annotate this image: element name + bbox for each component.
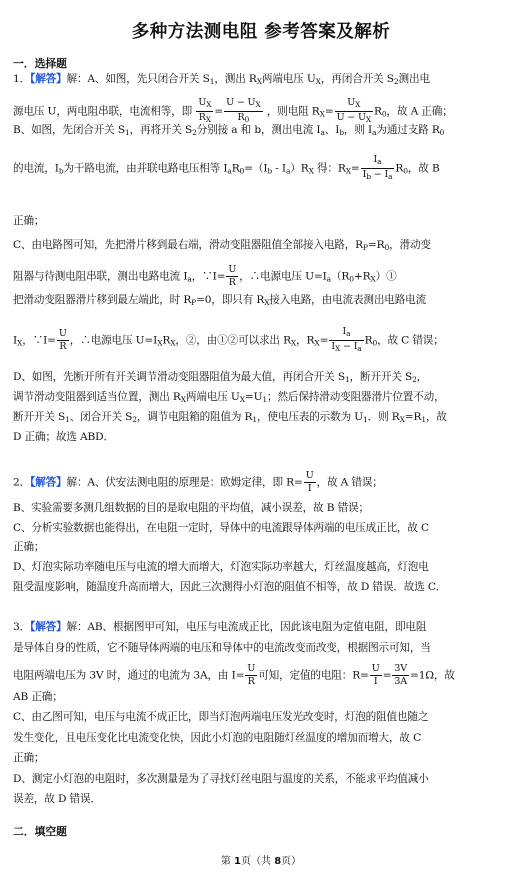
q1-line-12 xyxy=(13,410,511,427)
q1-text: +R xyxy=(353,270,371,283)
q1-text: ，再闭合开关 S xyxy=(320,73,394,85)
sub: X xyxy=(365,115,372,124)
q1-text: ，测出 R xyxy=(214,73,257,85)
denominator: R xyxy=(228,277,236,288)
answer-tag: 【解答】 xyxy=(30,73,67,85)
numerator: I xyxy=(373,154,378,165)
q1-text: ）R xyxy=(290,162,309,175)
q3-line-1 xyxy=(13,620,511,634)
sub: 1 xyxy=(262,395,268,404)
numerator: U xyxy=(371,663,380,674)
numerator: I xyxy=(342,326,347,337)
q1-text: 为通过支路 R xyxy=(376,124,440,136)
q1-text: ，故 C 错误； xyxy=(377,334,444,347)
sub: 2 xyxy=(132,415,137,424)
q1-text: （R xyxy=(330,270,350,283)
sub: X xyxy=(255,100,261,109)
denominator: I xyxy=(331,341,335,352)
q1-text: ，使电压表的示数为 U xyxy=(257,411,364,423)
numerator: U xyxy=(228,264,237,275)
q3-line-3 xyxy=(13,663,511,688)
fraction xyxy=(361,154,395,183)
q1-text: 分别接 a 和 b，测出电流 I xyxy=(196,124,321,136)
sub: P xyxy=(362,243,368,252)
sub: X xyxy=(290,338,297,348)
q1-text: R xyxy=(395,162,404,175)
q3-line-9: 误差，故 D 错误． xyxy=(13,793,101,805)
sub: b xyxy=(366,172,371,181)
q2-line-2: B、实验需要多测几组数据的目的是取电阻的平均值，减小误差，故 B 错误； xyxy=(13,502,369,514)
sub: 1 xyxy=(363,415,368,424)
q3-text: 解：AB、根据图甲可知，电压与电流成正比，因此该电阻为定值电阻，即电阻 xyxy=(66,621,427,633)
sub: X xyxy=(157,338,163,348)
q1-line-7 xyxy=(13,264,511,289)
q1-number: 1． xyxy=(13,73,31,85)
sub: 2 xyxy=(412,375,417,384)
sub: X xyxy=(319,109,325,119)
sub: X xyxy=(399,415,405,424)
q1-text: = xyxy=(319,334,329,347)
sub: a xyxy=(320,128,325,137)
numerator: 3V xyxy=(394,663,407,674)
denominator: − I xyxy=(340,341,358,352)
sub: X xyxy=(256,77,262,86)
sub: a xyxy=(285,166,291,176)
q1-text: ，再将开关 S xyxy=(129,124,193,136)
q3-number: 3． xyxy=(13,621,31,633)
q1-line-9 xyxy=(13,326,511,355)
q3-line-6: 发生变化，且电压变化比电流变化快，因此小灯泡的电阻随灯丝温度的增加而增大，故 C xyxy=(13,732,422,744)
q1-text: 两端电压 U xyxy=(185,391,240,403)
sub: X xyxy=(239,395,245,404)
sub: 0 xyxy=(439,128,445,137)
sub: a xyxy=(372,128,377,137)
numerator: U − U xyxy=(226,97,256,108)
q1-text: =R xyxy=(367,239,385,251)
sub: b xyxy=(267,166,273,176)
sub: 0 xyxy=(384,243,390,252)
q1-text: 断开开关 S xyxy=(13,411,66,423)
q1-text: - I xyxy=(272,162,286,175)
q1-line-5: 正确； xyxy=(13,215,45,227)
denominator: R xyxy=(237,112,245,123)
sub: 1 xyxy=(209,77,215,86)
q1-text: ，则电阻 R xyxy=(266,105,320,118)
q1-text: ，∴电源电压 U=I xyxy=(239,270,327,283)
q1-text: ，∵I= xyxy=(191,270,226,283)
q1-text: R xyxy=(374,105,382,118)
q3-line-4: AB 正确； xyxy=(13,691,63,703)
footer-text: 第 xyxy=(220,856,235,867)
q1-text: 、闭合开关 S xyxy=(69,411,133,423)
denominator: U − U xyxy=(336,112,366,123)
q1-text: B、如图，先闭合开关 S xyxy=(13,124,125,136)
fraction xyxy=(370,663,382,688)
q1-text: ，调节电阻箱的阻值为 R xyxy=(136,411,253,423)
sub: 0 xyxy=(239,166,245,176)
q3-line-2: 是导体自身的性质，它不随导体两端的电压和导体中的电流改变而改变，根据图示可知，当 xyxy=(13,642,431,654)
numerator: U xyxy=(247,663,256,674)
denominator: I xyxy=(362,169,367,180)
q1-text: ， xyxy=(416,371,428,383)
q1-text: ）① xyxy=(375,270,397,283)
q1-text: =R xyxy=(404,411,422,423)
denominator: − I xyxy=(370,169,389,180)
q1-text: R xyxy=(231,162,240,175)
q2-line-4: 正确； xyxy=(13,541,45,553)
fraction xyxy=(224,97,262,126)
sub: 0 xyxy=(381,109,387,119)
fraction xyxy=(245,663,257,688)
q1-line-8 xyxy=(13,293,511,310)
sub: b xyxy=(58,166,64,176)
q1-text: ，②，由①②可以求出 R xyxy=(175,334,291,347)
q1-text: = xyxy=(350,162,360,175)
q1-line-1 xyxy=(13,72,511,89)
answer-tag: 【解答】 xyxy=(30,476,67,489)
q1-text: ，R xyxy=(296,334,315,347)
fraction xyxy=(304,470,316,495)
numerator: U xyxy=(58,328,67,339)
sub: a xyxy=(357,344,362,353)
q1-text: D、如图，先断开所有开关调节滑动变阻器阻值为最大值，再闭合开关 S xyxy=(13,371,345,383)
sub: X xyxy=(17,338,23,348)
q3-line-5: C、由乙图可知，电压与电流不成正比，即当灯泡两端电压发光改变时，灯泡的阻值也随之 xyxy=(13,711,429,723)
q1-text: 解：A、如图，先只闭合开关 S xyxy=(66,73,210,85)
q1-line-4 xyxy=(13,154,511,183)
section-heading-choice: 一．选择题 xyxy=(13,57,67,70)
sub: X xyxy=(315,77,321,86)
q1-text: ，故 A 正确； xyxy=(386,105,453,118)
sub: 0 xyxy=(244,115,250,124)
q1-line-6 xyxy=(13,238,511,255)
q3-text: = xyxy=(382,669,392,682)
sub: 0 xyxy=(349,274,354,284)
numerator: U xyxy=(305,470,314,481)
sub: 1 xyxy=(65,415,70,424)
q1-text: ，则 I xyxy=(343,124,373,136)
fraction xyxy=(196,97,213,126)
q1-line-2: 源电压 U，两电阻串联，电流相等，即 $\frac{U_X}{R_X}$ = $\frac{U - U_X}{R_0}$ ，则电阻 $R_X=$ $\frac{U_X}{U - U_X}$ $R_0$，故 A 正确； xyxy=(13,97,453,124)
q1-text: 为干路电流，由并联电路电压相等 I xyxy=(63,162,228,175)
page-total: 8 xyxy=(274,856,282,867)
denominator: I xyxy=(307,483,312,494)
sub: a xyxy=(346,329,351,338)
q1-text: 测出电 xyxy=(398,73,430,85)
q3-text: 可知，定值的电阻：R= xyxy=(258,669,369,682)
sub: X xyxy=(334,344,341,353)
numerator: U xyxy=(198,97,207,108)
sub: a xyxy=(388,172,393,181)
fraction xyxy=(392,663,409,688)
q2-line-3: C、分析实验数据也能得出，在电阻一定时，导体中的电流跟导体两端的电压成正比，故 C xyxy=(13,522,429,534)
denominator: I xyxy=(373,676,378,687)
section-heading-fill: 二．填空题 xyxy=(13,825,67,838)
q3-line-8: D、测定小灯泡的电阻时，多次测量是为了寻找灯丝电阻与温度的关系，不能求平均值减小 xyxy=(13,773,429,785)
q1-text: 得：R xyxy=(313,162,346,175)
q2-line-5: D、灯泡实际功率随电压与电流的增大而增大，灯泡实际功率越大，灯丝温度越高，灯泡电 xyxy=(13,561,429,573)
denominator: R xyxy=(247,676,255,687)
q1-text: 调节滑动变阻器到适当位置，测出 R xyxy=(13,391,181,403)
denominator: R xyxy=(59,341,67,352)
q1-text: ，∴电源电压 U=I xyxy=(69,334,158,347)
q1-text: C、由电路图可知，先把滑片移到最右端，滑动变阻器阻值全部接入电路，R xyxy=(13,239,363,251)
sub: a xyxy=(326,274,331,284)
sub: X xyxy=(308,166,314,176)
sub: X xyxy=(206,100,212,109)
fraction xyxy=(226,264,238,289)
sub: X xyxy=(370,274,376,284)
q1-text: ，滑动变 xyxy=(389,239,431,251)
denominator: 3A xyxy=(394,676,407,687)
sub: b xyxy=(339,128,344,137)
fraction xyxy=(57,328,69,353)
fraction xyxy=(335,97,373,126)
q1-text: ，故 xyxy=(425,411,447,423)
q1-text: 的电流，I xyxy=(13,162,59,175)
sub: a xyxy=(187,274,192,284)
sub: X xyxy=(345,166,351,176)
sub: X xyxy=(180,395,186,404)
sub: 1 xyxy=(124,128,130,137)
footer-text: 页） xyxy=(281,856,302,867)
q1-line-10 xyxy=(13,370,511,387)
sub: 0 xyxy=(403,166,408,176)
sub: X xyxy=(355,100,361,109)
q1-text: =（I xyxy=(244,162,268,175)
sub: 0 xyxy=(372,338,378,348)
sub: X xyxy=(264,298,270,307)
q2-text: 解：A、伏安法测电阻的原理是：欧姆定律，即 R= xyxy=(66,476,303,489)
sub: P xyxy=(191,298,197,307)
q1-text: 、I xyxy=(324,124,340,136)
q1-text: ；然后保持滑动变阻器滑片位置不动， xyxy=(267,391,445,403)
q1-text: ，∵I= xyxy=(22,334,56,347)
q1-line-13: D 正确；故选 ABD． xyxy=(13,431,114,443)
q1-text: ．则 R xyxy=(367,411,400,423)
sub: 1 xyxy=(252,415,258,424)
sub: X xyxy=(205,115,211,124)
q2-line-6: 阻受温度影响，随温度升高而增大，因此三次测得小灯泡的阻值不相等，故 D 错误．故选 C． xyxy=(13,581,447,593)
q1-text: =U xyxy=(244,391,263,403)
q1-text: =0，即只有 R xyxy=(196,294,265,306)
q1-text: = xyxy=(324,105,334,118)
sub: a xyxy=(377,157,382,166)
sub: 1 xyxy=(344,375,350,384)
fraction xyxy=(329,326,363,355)
q3-text: =1Ω，故 xyxy=(409,669,455,682)
q1-text: 把滑动变阻器滑片移到最左端此，时 R xyxy=(13,294,192,306)
q1-line-3 xyxy=(13,123,511,140)
q2-text: ，故 A 错误； xyxy=(316,476,383,489)
q1-text: R xyxy=(364,334,373,347)
q2-line-1 xyxy=(13,470,511,495)
q1-text: 阻器与待测电阻串联，测出电路电流 I xyxy=(13,270,188,283)
q1-text: ，断开开关 S xyxy=(349,371,413,383)
q2-number: 2． xyxy=(13,476,31,489)
sub: 2 xyxy=(192,128,197,137)
q1-text: 接入电路，由电流表测出电路电流 xyxy=(269,294,427,306)
q1-text: I xyxy=(13,334,18,347)
q1-text: ，故 B xyxy=(407,162,440,175)
sub: 1 xyxy=(421,415,426,424)
answer-tag: 【解答】 xyxy=(30,621,67,633)
footer-text: 页（共 xyxy=(241,856,275,867)
numerator: U xyxy=(347,97,356,108)
sub: X xyxy=(314,338,320,348)
page-number: 1 xyxy=(234,856,241,867)
page-footer xyxy=(0,852,522,867)
q1-text: 源电压 U，两电阻串联，电流相等，即 xyxy=(13,105,193,118)
q3-line-7: 正确； xyxy=(13,752,45,764)
q1-text: 两端电压 U xyxy=(261,73,316,85)
q1-line-11 xyxy=(13,390,511,407)
denominator: R xyxy=(198,112,206,123)
q1-text: R xyxy=(162,334,171,347)
sub: a xyxy=(227,166,232,176)
sub: 2 xyxy=(393,77,399,86)
sub: X xyxy=(170,338,176,348)
page-title: 多种方法测电阻 参考答案及解析 xyxy=(131,22,391,42)
q3-text: 电阻两端电压为 3V 时，通过的电流为 3A，由 I= xyxy=(13,669,245,682)
